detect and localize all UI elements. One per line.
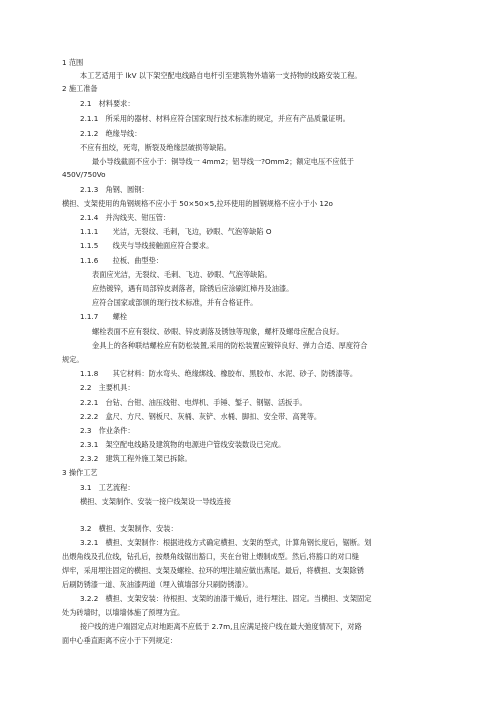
subsection-heading: 1.1.6 拉板、曲型垫： [80,256,163,265]
paragraph: 接户线的进户端固定点对地距离不应低于 2.7m,且应满足接户线在最大弛度情况下，对路 [80,622,362,631]
paragraph: 表面应光洁，无裂纹、毛刺、飞边、砂眼、气泡等缺陷。 [92,270,272,279]
paragraph: 横担、支架制作、安装一接户线架设一导线连接 [80,497,231,506]
paragraph: 面中心垂直距离不应小于下列规定： [62,636,178,645]
subsection-heading: 1.1.7 螺栓 [80,312,128,321]
paragraph: 450V/750Vo [62,170,106,179]
paragraph: 处为砖墙时，以墙墙体施了预埋为宜。 [62,608,185,617]
section-heading: 3 操作工艺 [62,468,98,477]
paragraph: 最小导线截面不应小于：铜导线一 4mm2；铝导线一?Omm2；额定电压不应低于 [92,157,354,166]
paragraph: 应热镀锌，遇有局部锌皮剥落者，除锈后应涂刷红樟丹及油漆。 [92,284,294,293]
section-heading: 2 施工准备 [62,84,98,93]
paragraph: 本工艺适用于 lkV 以下架空配电线路自电杆引至建筑物外墙第一支持物的线路安装工程。 [80,71,362,80]
subsection-heading: 2.1 材料要求： [80,99,135,108]
paragraph: 2.2.2 盒尺、方尺、钢板尺、灰桶、灰铲、水桶、脚扣、安全带、高凳等。 [80,412,322,421]
paragraph: 螺栓表面不应有裂纹、砂眼、锌皮剥落及锈蚀等现象，螺杆及螺母应配合良好。 [92,327,344,336]
subsection-heading: 2.1.3 角钢、圆钢： [80,185,149,194]
paragraph: 焊牢，采用埋注固定的横担、支架及螺栓、拉环的埋注端应做出燕尾。最后，将横担、支架除锈 [62,566,364,575]
paragraph: 应符合国家或部颁的现行技术标准，并有合格证件。 [92,298,258,307]
paragraph: 不应有扭绞，死弯，断裂及绝缘层破损等缺陷。 [80,143,231,152]
paragraph: 出煨角线及孔位线，钻孔后，按煨角线锯出豁口，夹在台钳上煨制成型。然后,将豁口的对口缝 [62,552,359,561]
subsection-heading: 3.2 横担、支架制作、安装： [80,524,178,533]
paragraph: 1.1.5 线夹与导线接触面应符合要求。 [80,241,214,250]
paragraph: 2.3.2 建筑工程外施工架已拆除。 [80,454,192,463]
paragraph: 1.1.8 其它材料：防水弯头、绝缘绑线、橡胶布、黑胶布、水泥、砂子、防锈漆等。 [80,369,358,378]
paragraph: 金具上的各种联结螺栓应有防松装置,采用的防松装置应镀锌良好、弹力合适、厚度符合 [92,341,368,350]
paragraph: 2.2.1 台钻、台钳、油压线钳、电焊机、手锤、錾子、钢锯、活扳手。 [80,398,307,407]
subsection-heading: 2.2 主要机具： [80,383,135,392]
paragraph: 1.1.1 光洁，无裂纹、毛刺，飞边，砂眼、气泡等缺陷 O [80,227,272,236]
paragraph: 3.2.2 横担、支架安装：待根担、支架的油漆干燥后，进行埋注、固定。当横担、支架固定 [80,594,372,603]
paragraph: 横担、支架使用的角钢规格不应小于 50×50×5,拉环使用的圆钢规格不应小于小 12o [62,199,333,208]
paragraph: 后刷防锈漆一道、灰油漆两道（埋入镇墙部分只刷防锈漆）。 [62,580,253,589]
paragraph: 3.2.1 横担、支架制作：根据进线方式确定横担、支架的型式，计算角钢长度后，锯断。划 [80,538,372,547]
section-heading: 1 范围 [62,58,84,67]
subsection-heading: 2.3 作业条件： [80,426,135,435]
subsection-heading: 3.1 工艺流程： [80,483,135,492]
paragraph: 2.1.1 所采用的器材、材料应符合国家现行技术标准的规定，并应有产品质量证明。 [80,114,350,123]
subsection-heading: 2.1.2 绝缘导线： [80,129,142,138]
paragraph: 规定。 [62,355,84,364]
paragraph: 2.3.1 架空配电线路及建筑物的电源进户管线安装数设已完成。 [80,440,286,449]
subsection-heading: 2.1.4 并沟线夹、钳压管： [80,213,171,222]
